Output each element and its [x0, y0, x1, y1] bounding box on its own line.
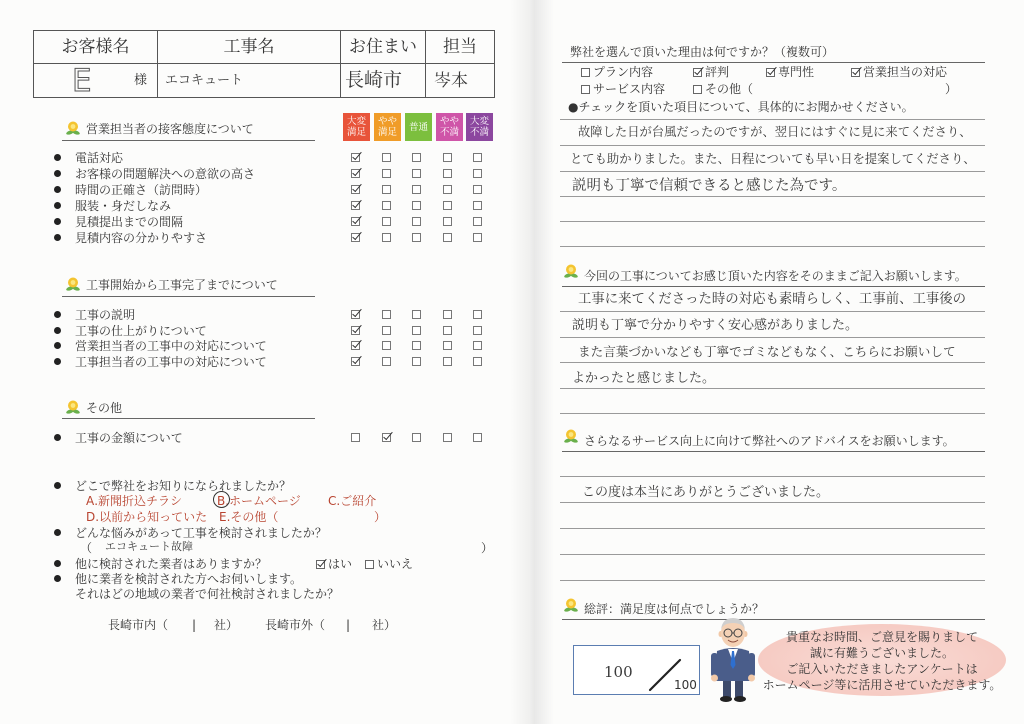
bullet-icon — [54, 434, 61, 441]
bullet-icon — [54, 529, 61, 536]
rating-cell — [433, 182, 464, 198]
inside-city-label: 長崎市内（ — [108, 618, 169, 632]
rating-checkbox[interactable] — [382, 153, 391, 162]
option-label: 営業担当の対応 — [863, 65, 948, 79]
option-label: はい — [328, 557, 353, 571]
rating-checkbox[interactable] — [443, 153, 452, 162]
ruled-line — [560, 246, 985, 247]
outside-city-label: 長崎市外（ — [265, 618, 326, 632]
rating-cell — [372, 323, 403, 339]
rating-checkbox[interactable] — [473, 185, 482, 194]
section-title: 営業担当者の接客態度について — [86, 122, 254, 136]
scale-label: やや — [377, 116, 397, 127]
survey-item — [52, 354, 492, 370]
bullet-icon — [54, 482, 61, 489]
reasons-answer-line[interactable]: 説明も丁寧で信頼できると感じた為です。 — [572, 178, 847, 194]
rating-checkbox[interactable] — [382, 185, 391, 194]
source-option-e[interactable] — [219, 510, 278, 524]
ruled-line — [560, 196, 985, 197]
rating-cell — [372, 166, 403, 182]
reason-expertise-option[interactable] — [766, 65, 814, 79]
inside-city-unit: 社） — [214, 618, 239, 632]
rating-cell — [463, 323, 494, 339]
rating-checkbox[interactable] — [412, 357, 421, 366]
rating-checkbox[interactable] — [443, 357, 452, 366]
rating-checkbox[interactable] — [351, 310, 360, 319]
survey-item — [52, 307, 492, 323]
thanks-line: ご記入いただきましたアンケートは — [786, 662, 978, 676]
rating-cell — [402, 338, 433, 354]
scale-label: 満足 — [377, 127, 397, 138]
flower-icon — [563, 263, 579, 279]
rating-cell — [463, 307, 494, 323]
rating-boxes — [341, 214, 494, 230]
section-title: その他 — [86, 401, 123, 415]
reason-plan-option[interactable] — [581, 65, 653, 79]
rating-checkbox[interactable] — [443, 233, 452, 242]
rating-boxes — [341, 198, 494, 214]
question-text: それはどの地域の業者で何社検討されましたか？ — [75, 587, 340, 601]
bullet-icon — [54, 186, 61, 193]
thanks-line: 貴重なお時間、ご意見を賜りまして — [785, 630, 978, 644]
scale-label: 大変 — [469, 116, 489, 127]
scale-somewhat-dissatisfied — [436, 113, 463, 141]
scale-label: やや — [439, 116, 459, 127]
rating-cell — [433, 307, 464, 323]
question-source — [52, 478, 492, 494]
section-underline — [562, 619, 985, 620]
question-text: どこで弊社をお知りになられましたか？ — [75, 479, 292, 493]
rating-checkbox[interactable] — [443, 185, 452, 194]
rating-cell — [341, 354, 372, 370]
option-letter: B — [217, 494, 226, 508]
scale-somewhat-satisfied — [374, 113, 401, 141]
option-label: プラン内容 — [593, 65, 654, 79]
rating-checkbox[interactable] — [351, 357, 360, 366]
rating-cell — [463, 182, 494, 198]
rating-checkbox[interactable] — [351, 169, 360, 178]
scale-label: 大変 — [346, 116, 366, 127]
rating-checkbox[interactable] — [382, 233, 391, 242]
address-field[interactable]: 長崎市 — [345, 69, 403, 91]
rating-cell — [341, 338, 372, 354]
reasons-answer-line[interactable]: とても助かりました。また、日程についても早い日を提案してくださり、 — [570, 152, 976, 166]
rating-checkbox[interactable] — [382, 169, 391, 178]
item-label: 見積内容の分かりやすさ — [75, 231, 208, 245]
checkbox[interactable] — [693, 85, 702, 94]
rating-cell — [341, 182, 372, 198]
impressions-answer-line[interactable]: よかったと感じました。 — [572, 371, 716, 386]
impressions-answer-line[interactable]: また言葉づかいなども丁寧でゴミなどもなく、こちらにお願いして — [578, 344, 956, 359]
rating-cell — [341, 166, 372, 182]
honorific: 様 — [134, 73, 148, 88]
vendors-no-option[interactable] — [365, 557, 413, 571]
rating-boxes — [341, 338, 494, 354]
impressions-answer-line[interactable]: 説明も丁寧で分かりやすく安心感がありました。 — [572, 318, 859, 333]
rating-cell — [372, 430, 403, 446]
rating-cell — [402, 182, 433, 198]
rating-cell — [341, 307, 372, 323]
ruled-line — [560, 388, 985, 389]
item-label: 見積提出までの間隔 — [75, 215, 184, 229]
ruled-line — [560, 171, 985, 172]
vendors-yes-option[interactable] — [316, 557, 352, 571]
checkbox[interactable] — [581, 68, 590, 77]
rating-checkbox[interactable] — [473, 201, 482, 210]
option-label: いいえ — [377, 557, 414, 571]
bullet-icon — [54, 311, 61, 318]
bullet-icon — [54, 234, 61, 241]
rating-cell — [372, 214, 403, 230]
bullet-icon — [54, 575, 61, 582]
rating-boxes — [341, 323, 494, 339]
section-underline — [62, 418, 315, 419]
rating-checkbox[interactable] — [412, 169, 421, 178]
question-text: 他に検討された業者はありますか？ — [75, 557, 268, 571]
outside-city-count-field[interactable]: | — [346, 618, 351, 632]
ruled-line — [560, 221, 985, 222]
survey-item — [52, 230, 492, 246]
rating-boxes — [341, 354, 494, 370]
score-max: 100 — [674, 678, 697, 692]
rating-cell — [372, 150, 403, 166]
rating-cell — [433, 430, 464, 446]
rating-cell — [463, 430, 494, 446]
section-underline — [62, 140, 315, 141]
rating-cell — [402, 214, 433, 230]
customer-name-field[interactable]: E — [72, 63, 92, 99]
inside-city-count-field[interactable]: | — [192, 618, 197, 632]
concern-close-paren: ） — [481, 541, 494, 555]
rating-cell — [402, 430, 433, 446]
rating-cell — [372, 198, 403, 214]
flower-icon — [65, 399, 81, 415]
concern-open-paren: （ — [80, 541, 93, 555]
rating-checkbox[interactable] — [351, 201, 360, 210]
rating-checkbox[interactable] — [412, 233, 421, 242]
rating-boxes — [341, 430, 494, 446]
option-label: 専門性 — [778, 65, 815, 79]
header-address-label: お住まい — [349, 37, 417, 57]
item-label: 工事担当者の工事中の対応について — [75, 355, 267, 369]
scale-label: 満足 — [346, 127, 366, 138]
option-letter: E — [219, 510, 227, 524]
option-text: .ご紹介 — [336, 494, 377, 508]
rating-cell — [433, 214, 464, 230]
option-text: .以前から知っていた — [95, 510, 208, 524]
concern-answer-field[interactable]: エコキュート故障 — [105, 540, 193, 553]
ruled-line — [560, 337, 985, 338]
survey-item — [52, 150, 492, 166]
rating-checkbox[interactable] — [382, 357, 391, 366]
header-staff-label: 担当 — [443, 37, 477, 57]
rating-checkbox[interactable] — [382, 310, 391, 319]
bullet-icon — [54, 154, 61, 161]
section-underline — [62, 296, 315, 297]
source-option-c[interactable] — [328, 494, 376, 508]
rating-cell — [463, 338, 494, 354]
survey-item — [52, 214, 492, 230]
reason-other-option[interactable] — [693, 82, 753, 96]
checkbox[interactable] — [365, 560, 374, 569]
item-label: 服装・身だしなみ — [75, 199, 172, 213]
source-option-a[interactable] — [86, 494, 182, 508]
scale-label: 普通 — [408, 121, 428, 133]
reason-service-option[interactable] — [581, 82, 665, 96]
source-other-close: ） — [374, 510, 387, 524]
bullet-icon — [54, 560, 61, 567]
ruled-line — [560, 311, 985, 312]
rating-cell — [433, 354, 464, 370]
work-name-field[interactable]: エコキュート — [165, 73, 244, 88]
reasons-title: 弊社を選んで頂いた理由は何ですか？（複数可） — [570, 45, 835, 59]
question-concern — [52, 525, 492, 541]
reason-other-close: ） — [945, 82, 958, 96]
bullet-icon — [54, 218, 61, 225]
option-letter: D — [86, 510, 96, 524]
rating-checkbox[interactable] — [351, 153, 360, 162]
bullet-icon — [54, 202, 61, 209]
section-underline — [562, 286, 985, 287]
rating-checkbox[interactable] — [443, 310, 452, 319]
rating-cell — [341, 150, 372, 166]
outside-city-unit: 社） — [372, 618, 397, 632]
item-label: 工事の金額について — [75, 431, 183, 445]
rating-cell — [463, 150, 494, 166]
checkbox[interactable] — [766, 68, 775, 77]
rating-checkbox[interactable] — [412, 341, 421, 350]
rating-cell — [433, 230, 464, 246]
scale-very-satisfied — [343, 113, 370, 141]
rating-cell — [372, 182, 403, 198]
rating-checkbox[interactable] — [382, 341, 391, 350]
rating-cell — [341, 198, 372, 214]
rating-cell — [341, 230, 372, 246]
section-underline — [562, 62, 985, 63]
rating-checkbox[interactable] — [412, 185, 421, 194]
reason-sales-staff-option[interactable] — [851, 65, 947, 79]
checkbox[interactable] — [693, 68, 702, 77]
rating-checkbox[interactable] — [382, 217, 391, 226]
rating-checkbox[interactable] — [473, 169, 482, 178]
rating-checkbox[interactable] — [473, 341, 482, 350]
section-underline — [562, 451, 985, 452]
rating-cell — [372, 354, 403, 370]
ruled-line — [560, 554, 985, 555]
reasons-answer-line[interactable]: 故障した日が台風だったのですが、翌日にはすぐに見に来てくださり、 — [578, 125, 972, 139]
rating-checkbox[interactable] — [443, 326, 452, 335]
rating-cell — [341, 323, 372, 339]
rating-checkbox[interactable] — [382, 433, 391, 442]
scale-label: 不満 — [439, 127, 459, 138]
ruled-line — [560, 362, 985, 363]
staff-field[interactable]: 岑本 — [434, 71, 468, 91]
rating-cell — [402, 198, 433, 214]
thanks-line: ホームページ等に活用させていただきます。 — [762, 678, 1002, 692]
rating-boxes — [341, 150, 494, 166]
rating-checkbox[interactable] — [412, 310, 421, 319]
rating-checkbox[interactable] — [351, 433, 360, 442]
section-title: 総評：満足度は何点でしょうか？ — [584, 602, 765, 616]
rating-cell — [341, 430, 372, 446]
rating-cell — [402, 307, 433, 323]
survey-item — [52, 182, 492, 198]
bullet-icon — [54, 358, 61, 365]
ruled-line — [560, 119, 985, 120]
rating-checkbox[interactable] — [473, 233, 482, 242]
ruled-line — [560, 580, 985, 581]
rating-checkbox[interactable] — [443, 433, 452, 442]
item-label: 工事の仕上がりについて — [75, 324, 207, 338]
header-customer-label: お客様名 — [61, 37, 130, 57]
flower-icon — [65, 276, 81, 292]
section-title: 今回の工事についてお感じ頂いた内容をそのままご記入お願いします。 — [584, 269, 967, 283]
rating-cell — [402, 323, 433, 339]
survey-item — [52, 166, 492, 182]
survey-item — [52, 430, 492, 446]
question-text: 他に業者を検討された方へお伺いします。 — [75, 572, 303, 586]
rating-checkbox[interactable] — [443, 201, 452, 210]
rating-checkbox[interactable] — [412, 217, 421, 226]
rating-checkbox[interactable] — [382, 326, 391, 335]
flower-icon — [563, 428, 579, 444]
option-letter: C — [328, 494, 337, 508]
rating-cell — [372, 307, 403, 323]
item-label: 電話対応 — [75, 151, 124, 165]
rating-cell — [433, 198, 464, 214]
rating-checkbox[interactable] — [412, 326, 421, 335]
bullet-icon — [54, 342, 61, 349]
rating-checkbox[interactable] — [443, 169, 452, 178]
ruled-line — [560, 145, 985, 146]
option-label: その他（ — [705, 82, 754, 96]
rating-checkbox[interactable] — [443, 341, 452, 350]
rating-boxes — [341, 230, 494, 246]
staff-mascot-illustration — [703, 615, 763, 703]
rating-cell — [433, 150, 464, 166]
rating-checkbox[interactable] — [473, 153, 482, 162]
rating-cell — [463, 230, 494, 246]
option-label: サービス内容 — [593, 82, 666, 96]
rating-cell — [402, 230, 433, 246]
section-title: さらなるサービス向上に向けて弊社へのアドバイスをお願いします。 — [584, 434, 955, 448]
header-work-label: 工事名 — [223, 37, 275, 57]
reasons-prompt: ●チェックを頂いた項目について、具体的にお聞かせください。 — [568, 100, 914, 114]
survey-item — [52, 198, 492, 214]
survey-item — [52, 338, 492, 354]
rating-boxes — [341, 166, 494, 182]
flower-icon — [65, 120, 81, 136]
rating-boxes — [341, 307, 494, 323]
page-fold-shadow — [510, 0, 554, 724]
rating-cell — [433, 166, 464, 182]
advice-answer-line[interactable]: この度は本当にありがとうございました。 — [582, 485, 830, 500]
ruled-line — [560, 502, 985, 503]
scale-very-dissatisfied — [466, 113, 493, 141]
option-text: .新聞折込チラシ — [94, 494, 183, 508]
rating-checkbox[interactable] — [412, 153, 421, 162]
rating-checkbox[interactable] — [473, 326, 482, 335]
ruled-line — [560, 476, 985, 477]
rating-cell — [463, 354, 494, 370]
item-label: お客様の問題解決への意欲の高さ — [75, 167, 256, 181]
rating-checkbox[interactable] — [382, 201, 391, 210]
rating-cell — [433, 338, 464, 354]
rating-cell — [433, 323, 464, 339]
customer-info-table — [33, 30, 495, 98]
rating-cell — [463, 198, 494, 214]
scale-label: 不満 — [469, 127, 489, 138]
rating-checkbox[interactable] — [351, 217, 360, 226]
rating-cell — [402, 150, 433, 166]
bullet-icon — [54, 170, 61, 177]
option-label: 評判 — [705, 65, 730, 79]
scale-neutral — [405, 113, 432, 141]
rating-cell — [372, 338, 403, 354]
checkbox[interactable] — [316, 560, 325, 569]
checkbox[interactable] — [851, 68, 860, 77]
question-other-vendors — [52, 556, 492, 572]
bullet-icon — [54, 327, 61, 334]
question-vendor-detail — [52, 571, 492, 587]
rating-checkbox[interactable] — [473, 357, 482, 366]
rating-checkbox[interactable] — [351, 341, 360, 350]
rating-checkbox[interactable] — [351, 185, 360, 194]
ruled-line — [560, 413, 985, 414]
item-label: 工事の説明 — [75, 308, 136, 322]
rating-checkbox[interactable] — [443, 217, 452, 226]
rating-cell — [341, 214, 372, 230]
item-label: 営業担当者の工事中の対応について — [75, 339, 267, 353]
rating-cell — [463, 166, 494, 182]
rating-cell — [463, 214, 494, 230]
survey-item — [52, 323, 492, 339]
rating-cell — [402, 354, 433, 370]
question-text: どんな悩みがあって工事を検討されましたか？ — [75, 526, 327, 540]
rating-cell — [372, 230, 403, 246]
reason-reputation-option[interactable] — [693, 65, 729, 79]
rating-checkbox[interactable] — [473, 310, 482, 319]
rating-checkbox[interactable] — [351, 326, 360, 335]
item-label: 時間の正確さ（訪問時） — [75, 183, 208, 197]
rating-checkbox[interactable] — [412, 433, 421, 442]
option-text: .ホームページ — [225, 494, 301, 508]
rating-checkbox[interactable] — [351, 233, 360, 242]
source-option-d[interactable] — [86, 510, 207, 524]
section-title: 工事開始から工事完了までについて — [86, 278, 278, 292]
option-letter: A — [86, 494, 95, 508]
rating-checkbox[interactable] — [473, 433, 482, 442]
option-text: .その他（ — [226, 510, 279, 524]
source-option-b[interactable] — [217, 494, 301, 508]
rating-checkbox[interactable] — [473, 217, 482, 226]
score-value[interactable]: 100 — [604, 663, 633, 681]
rating-boxes — [341, 182, 494, 198]
ruled-line — [560, 528, 985, 529]
checkbox[interactable] — [581, 85, 590, 94]
thanks-line: 誠に有難うございました。 — [809, 646, 954, 660]
flower-icon — [563, 597, 579, 613]
rating-checkbox[interactable] — [412, 201, 421, 210]
rating-cell — [402, 166, 433, 182]
impressions-answer-line[interactable]: 工事に来てくださった時の対応も素晴らしく、工事前、工事後の — [578, 292, 967, 307]
